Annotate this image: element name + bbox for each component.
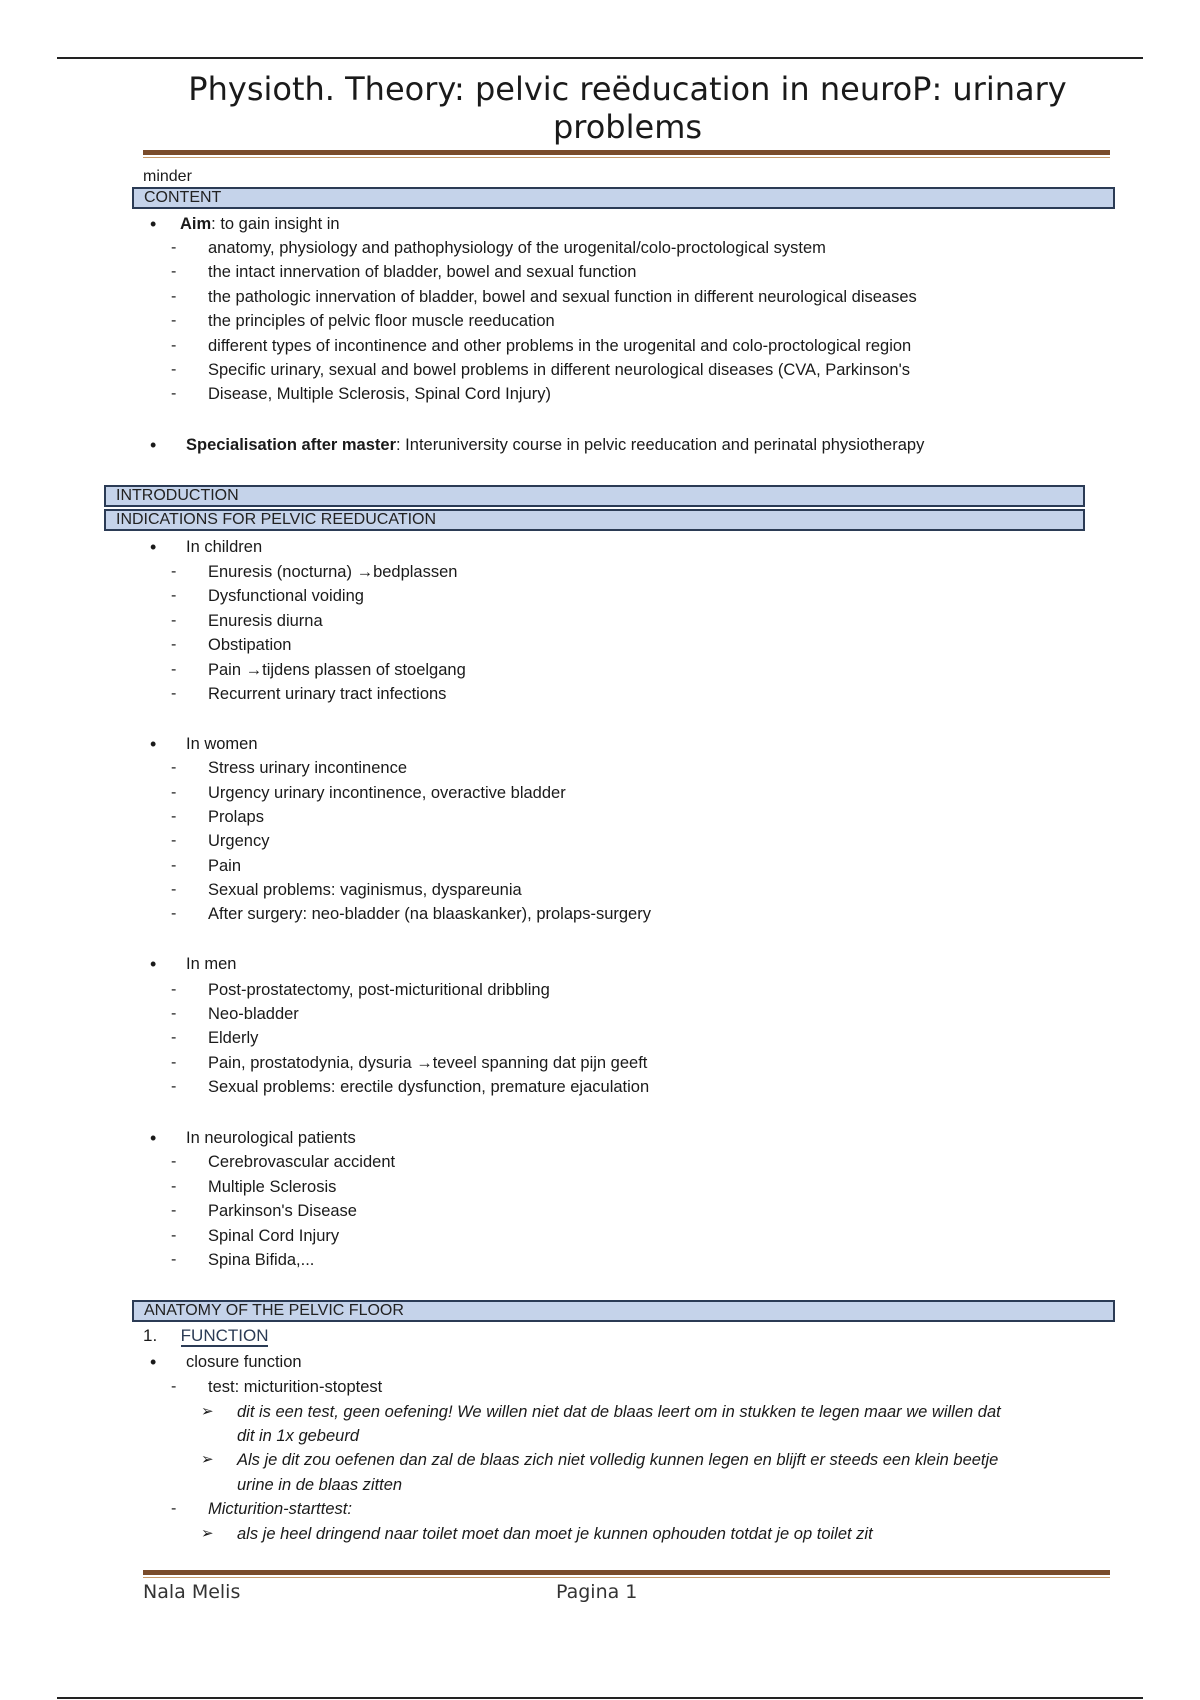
indications-heading: INDICATIONS FOR PELVIC REEDUCATION xyxy=(104,509,1085,531)
dash-icon: - xyxy=(171,288,177,305)
dash-icon: - xyxy=(171,905,177,922)
list-item: Stress urinary incontinence xyxy=(208,759,408,777)
aim-line xyxy=(180,212,340,236)
starttest-label: Micturition-starttest: xyxy=(208,1500,352,1518)
bullet-icon: • xyxy=(150,954,157,974)
list-item: anatomy, physiology and pathophysiology of the urogenital/colo-proctological system xyxy=(208,239,826,257)
function-title: FUNCTION xyxy=(180,1326,269,1345)
bullet-icon: • xyxy=(150,435,157,455)
list-item: Pain →tijdens plassen of stoelgang xyxy=(208,661,466,679)
list-item: Enuresis (nocturna) →bedplassen xyxy=(208,563,458,581)
list-item: Urgency xyxy=(208,832,270,850)
test-note-line: Als je dit zou oefenen dan zal de blaas zich niet volledig kunnen legen en blijft er steeds een klein beetje xyxy=(237,1451,999,1469)
dash-icon: - xyxy=(171,981,177,998)
bullet-icon: • xyxy=(150,1128,157,1148)
list-item: Specific urinary, sexual and bowel problems in different neurological diseases (CVA, Parkinson's xyxy=(208,361,911,379)
list-item: Spinal Cord Injury xyxy=(208,1227,340,1245)
list-item: the principles of pelvic floor muscle reeducation xyxy=(208,312,555,330)
dash-icon: - xyxy=(171,1078,177,1095)
dash-icon: - xyxy=(171,857,177,874)
list-item: Enuresis diurna xyxy=(208,612,323,630)
group-label: In neurological patients xyxy=(186,1129,356,1147)
introduction-heading: INTRODUCTION xyxy=(104,485,1085,507)
aim-label: Aim xyxy=(180,215,212,233)
dash-icon: - xyxy=(171,685,177,702)
arrowhead-bullet-icon: ➢ xyxy=(201,1525,214,1542)
list-item: Prolaps xyxy=(208,808,264,826)
dash-icon: - xyxy=(171,759,177,776)
bullet-icon: • xyxy=(150,537,157,557)
list-item: Neo-bladder xyxy=(208,1005,299,1023)
dash-icon: - xyxy=(171,1202,177,1219)
dash-icon: - xyxy=(171,1227,177,1244)
bottom-page-rule xyxy=(57,1697,1143,1699)
top-page-rule xyxy=(57,57,1143,59)
dash-icon: - xyxy=(171,1054,177,1071)
list-item: Parkinson's Disease xyxy=(208,1202,357,1220)
list-item: Dysfunctional voiding xyxy=(208,587,364,605)
arrowhead-bullet-icon: ➢ xyxy=(201,1403,214,1420)
dash-icon: - xyxy=(171,239,177,256)
dash-icon: - xyxy=(171,1005,177,1022)
function-heading xyxy=(143,1325,268,1347)
list-item: Sexual problems: vaginismus, dyspareunia xyxy=(208,881,522,899)
list-item: Urgency urinary incontinence, overactive bladder xyxy=(208,784,566,802)
aim-text: : to gain insight in xyxy=(211,215,340,233)
dash-icon: - xyxy=(171,1500,177,1517)
list-item: Sexual problems: erectile dysfunction, premature ejaculation xyxy=(208,1078,650,1096)
group-label: In children xyxy=(186,538,263,556)
dash-icon: - xyxy=(171,312,177,329)
dash-icon: - xyxy=(171,881,177,898)
list-item: the pathologic innervation of bladder, bowel and sexual function in different neurological diseases xyxy=(208,288,917,306)
anatomy-heading: ANATOMY OF THE PELVIC FLOOR xyxy=(132,1300,1115,1322)
footer-page-number: Pagina 1 xyxy=(556,1581,638,1603)
list-item: the intact innervation of bladder, bowel and sexual function xyxy=(208,263,637,281)
specialisation-label: Specialisation after master xyxy=(186,436,397,454)
dash-icon: - xyxy=(171,1378,177,1395)
list-item: Pain, prostatodynia, dysuria →teveel spanning dat pijn geeft xyxy=(208,1054,648,1072)
dash-icon: - xyxy=(171,1029,177,1046)
list-item: Cerebrovascular accident xyxy=(208,1153,396,1171)
test-note-line: urine in de blaas zitten xyxy=(237,1476,403,1494)
bullet-icon: • xyxy=(150,734,157,754)
dash-icon: - xyxy=(171,385,177,402)
test-note-line: dit is een test, geen oefening! We willen niet dat de blaas leert om in stukken te legen maar we willen dat xyxy=(237,1403,1001,1421)
dash-icon: - xyxy=(171,337,177,354)
dash-icon: - xyxy=(171,1153,177,1170)
footer-divider xyxy=(143,1570,1110,1578)
dash-icon: - xyxy=(171,361,177,378)
arrowhead-bullet-icon: ➢ xyxy=(201,1451,214,1468)
list-item: Post-prostatectomy, post-micturitional dribbling xyxy=(208,981,550,999)
dash-icon: - xyxy=(171,832,177,849)
group-label: In women xyxy=(186,735,258,753)
page-title: Physioth. Theory: pelvic reëducation in neuroP: urinary problems xyxy=(188,70,1067,146)
dash-icon: - xyxy=(171,612,177,629)
list-item: Obstipation xyxy=(208,636,292,654)
list-item: Multiple Sclerosis xyxy=(208,1178,337,1196)
dash-icon: - xyxy=(171,587,177,604)
bullet-icon: • xyxy=(150,214,157,234)
dash-icon: - xyxy=(171,636,177,653)
dash-icon: - xyxy=(171,1178,177,1195)
bullet-icon: • xyxy=(150,1352,157,1372)
dash-icon: - xyxy=(171,784,177,801)
list-item: Disease, Multiple Sclerosis, Spinal Cord Injury) xyxy=(208,385,551,403)
list-item: Elderly xyxy=(208,1029,259,1047)
closure-function: closure function xyxy=(186,1353,302,1371)
dash-icon: - xyxy=(171,661,177,678)
dash-icon: - xyxy=(171,1251,177,1268)
function-number: 1. xyxy=(143,1326,158,1345)
stoptest-label: test: micturition-stoptest xyxy=(208,1378,383,1396)
specialisation-line xyxy=(186,433,924,457)
list-item: Spina Bifida,... xyxy=(208,1251,315,1269)
list-item: After surgery: neo-bladder (na blaaskanker), prolaps-surgery xyxy=(208,905,651,923)
specialisation-text: : Interuniversity course in pelvic reeducation and perinatal physiotherapy xyxy=(396,436,925,454)
test-note-line: dit in 1x gebeurd xyxy=(237,1427,360,1445)
dash-icon: - xyxy=(171,563,177,580)
dash-icon: - xyxy=(171,263,177,280)
list-item: different types of incontinence and other problems in the urogenital and colo-proctological region xyxy=(208,337,912,355)
footer-author: Nala Melis xyxy=(143,1581,241,1603)
note-minder: minder xyxy=(143,168,192,185)
list-item: Pain xyxy=(208,857,242,875)
starttest-note: als je heel dringend naar toilet moet dan moet je kunnen ophouden totdat je op toilet zit xyxy=(237,1525,873,1543)
dash-icon: - xyxy=(171,808,177,825)
title-divider xyxy=(143,150,1110,158)
content-heading: CONTENT xyxy=(132,187,1115,209)
group-label: In men xyxy=(186,955,237,973)
list-item: Recurrent urinary tract infections xyxy=(208,685,447,703)
